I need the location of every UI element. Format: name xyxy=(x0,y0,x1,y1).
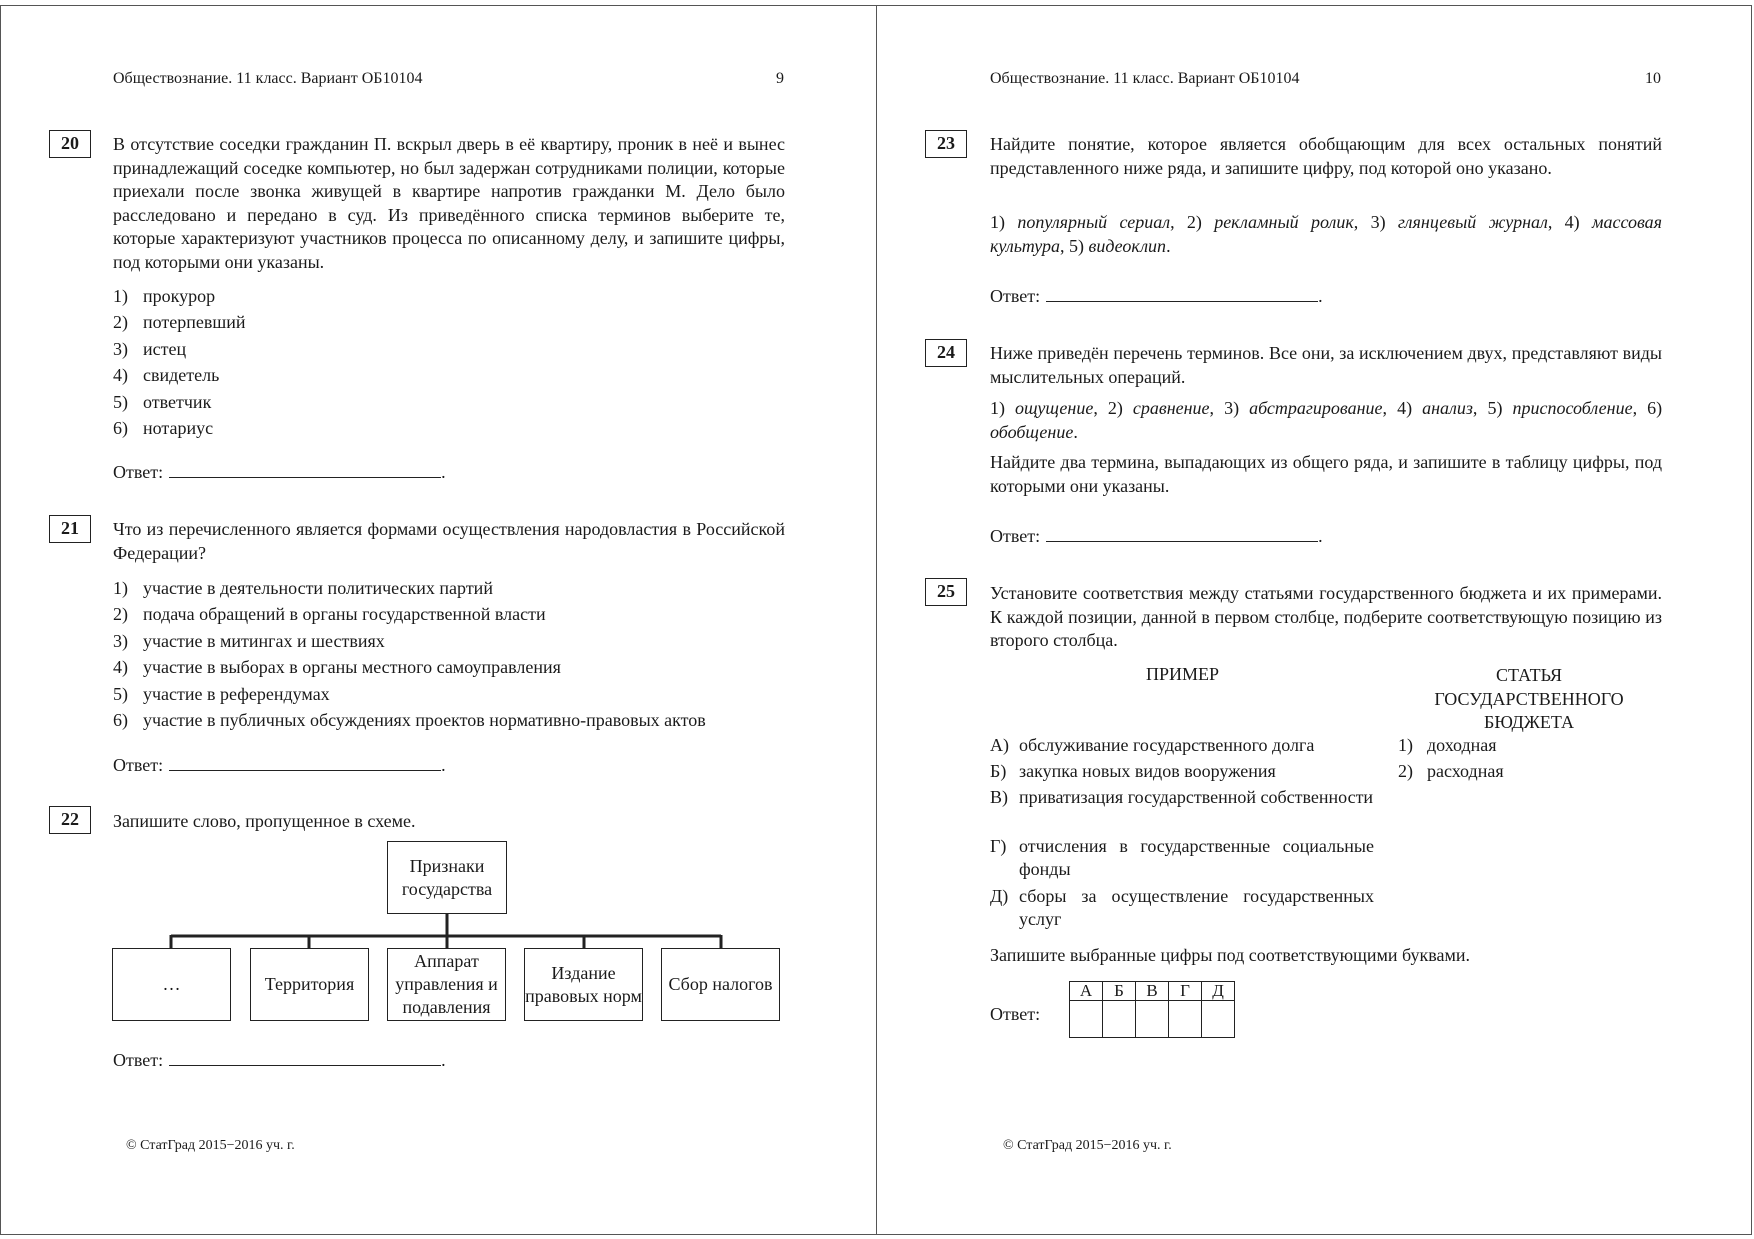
q21-option-number: 4) xyxy=(113,657,128,678)
q20-option-text: ответчик xyxy=(143,391,212,412)
q21-option-text: участие в выборах в органы местного самоуправления xyxy=(143,657,561,678)
q21-option-number: 2) xyxy=(113,604,128,625)
q25-example-a: А) обслуживание государственного долга xyxy=(990,735,1315,755)
q24-instruction: Найдите два термина, выпадающих из общего ряда, и запишите в таблицу цифры, под которыми они указаны. xyxy=(990,452,1662,496)
q25-table-letter-b: Б xyxy=(1103,982,1136,1001)
question-number-24: 24 xyxy=(925,339,967,367)
q20-option-number: 3) xyxy=(113,338,128,359)
q25-table-letter-d: Г xyxy=(1169,982,1202,1001)
q23-answer: Ответ: . xyxy=(990,283,1323,307)
q24-answer: Ответ: . xyxy=(990,523,1323,547)
left-page-number: 9 xyxy=(776,70,784,87)
diagram-item-apparatus: Аппарат управления и подавления xyxy=(387,948,506,1021)
q20-answer: Ответ: . xyxy=(113,459,446,483)
q20-option-text: потерпевший xyxy=(143,312,246,333)
q24-answer-field[interactable] xyxy=(1046,523,1318,542)
series-term: обобщение xyxy=(990,421,1074,442)
series-number: 2) xyxy=(1107,398,1123,418)
diagram-item-lawmaking: Издание правовых норм xyxy=(524,948,643,1021)
q23-series: 1) популярный сериал, 2) рекламный ролик, 3) глянцевый журнал, 4) массовая культура, 5) видеоклип. xyxy=(990,212,1663,256)
right-page-footer: © СтатГрад 2015−2016 уч. г. xyxy=(1003,1138,1172,1153)
q25-text: Установите соответствия между статьями государственного бюджета и их примерами. К каждой позиции, данной в первом столбце, подберите соответствующую позицию из второго столбца. xyxy=(990,583,1662,650)
diagram-item-taxes: Сбор налогов xyxy=(661,948,780,1021)
q20-text: В отсутствие соседки гражданин П. вскрыл дверь в её квартиру, проник в неё и вынес принадлежащий соседке компьютер, но был задержан сотрудниками полиции, которые приехали после звонка живущей в квартире напротив гражданки М. Дело было расследовано и передано в суд. Из приведённого списка терминов выберите те, которые характеризуют участников процесса по описанному делу, и запишите цифры, под которыми они указаны. xyxy=(113,134,785,272)
q25-answer-cell-a[interactable] xyxy=(1070,1001,1103,1038)
q20-option-text: истец xyxy=(143,338,187,359)
diagram-connectors xyxy=(0,0,877,1000)
right-page-header: Обществознание. 11 класс. Вариант ОБ10104 xyxy=(990,70,1300,87)
series-number: 3) xyxy=(1224,398,1240,418)
q21-option-text: участие в митингах и шествиях xyxy=(143,630,385,651)
q20-option-number: 6) xyxy=(113,417,128,438)
q21-option-number: 3) xyxy=(113,630,128,651)
series-term: массовая культура xyxy=(990,212,1663,256)
q20-option-text: свидетель xyxy=(143,365,220,386)
series-term: приспособление xyxy=(1512,398,1633,418)
q24-text: Ниже приведён перечень терминов. Все они, за исключением двух, представляют виды мыслительных операций. xyxy=(990,343,1662,387)
diagram-item-missing: … xyxy=(112,948,231,1021)
series-term: видеоклип xyxy=(1088,235,1167,256)
q25-answer-cell-d[interactable] xyxy=(1169,1001,1202,1038)
series-number: 3) xyxy=(1370,212,1386,232)
left-page-header: Обществознание. 11 класс. Вариант ОБ10104 xyxy=(113,70,423,87)
q21-answer: Ответ: . xyxy=(113,752,446,776)
q20-option-number: 5) xyxy=(113,391,128,412)
q22-text: Запишите слово, пропущенное в схеме. xyxy=(113,811,416,831)
series-number: 2) xyxy=(1186,212,1202,232)
q20-option-number: 2) xyxy=(113,312,128,333)
q22-answer-field[interactable] xyxy=(169,1047,441,1066)
q25-table-letter-e: Д xyxy=(1202,982,1235,1001)
question-number-22: 22 xyxy=(49,806,91,834)
q21-option-number: 6) xyxy=(113,709,128,730)
series-term: рекламный ролик xyxy=(1214,212,1354,232)
series-term: анализ xyxy=(1422,398,1473,418)
right-page-number: 10 xyxy=(1645,70,1661,87)
q25-col2-header: СТАТЬЯ ГОСУДАРСТВЕННОГО БЮДЖЕТА xyxy=(1434,665,1624,732)
series-term: популярный сериал xyxy=(1017,212,1171,232)
series-number: 1) xyxy=(990,398,1005,418)
q25-answer-table xyxy=(1069,981,1235,1038)
q25-answer-cell-c[interactable] xyxy=(1136,1001,1169,1038)
q25-article-2: 2) расходная xyxy=(1398,761,1504,781)
q25-example-e: Д) сборы за осуществление государственных услуг xyxy=(990,886,1374,929)
diagram-top-box: Признаки государства xyxy=(387,841,507,914)
series-number: 5) xyxy=(1069,235,1085,256)
q25-answer-cell-b[interactable] xyxy=(1103,1001,1136,1038)
q25-col1-header: ПРИМЕР xyxy=(1146,664,1220,684)
q21-option-text: подача обращений в органы государственной власти xyxy=(143,604,546,625)
q21-option-number: 5) xyxy=(113,683,128,704)
q25-answer-label: Ответ: xyxy=(990,1004,1041,1024)
q21-option-number: 1) xyxy=(113,578,128,598)
q23-answer-field[interactable] xyxy=(1046,283,1318,302)
series-number: 4) xyxy=(1564,212,1580,232)
diagram-item-territory: Территория xyxy=(250,948,369,1021)
series-number: 6) xyxy=(1647,398,1663,418)
q20-option-text: нотариус xyxy=(143,417,214,438)
question-number-23: 23 xyxy=(925,130,967,158)
q20-option-number: 4) xyxy=(113,365,128,386)
q23-text: Найдите понятие, которое является обобщающим для всех остальных понятий представленного ниже ряда, и запишите цифру, под которой оно указано. xyxy=(990,134,1662,178)
q25-instruction: Запишите выбранные цифры под соответствующими буквами. xyxy=(990,945,1471,965)
q25-article-1: 1) доходная xyxy=(1398,735,1497,755)
q25-example-b: Б) закупка новых видов вооружения xyxy=(990,761,1276,781)
series-term: ощущение xyxy=(1015,398,1094,418)
series-number: 5) xyxy=(1487,398,1503,418)
q25-table-letter-a: А xyxy=(1070,982,1103,1001)
q21-option-text: участие в референдумах xyxy=(143,683,330,704)
question-number-20: 20 xyxy=(49,130,91,158)
q25-answer-cell-e[interactable] xyxy=(1202,1001,1235,1038)
q20-option-number: 1) xyxy=(113,286,128,306)
series-number: 1) xyxy=(990,212,1005,232)
question-number-25: 25 xyxy=(925,578,967,606)
q21-option-text: участие в публичных обсуждениях проектов нормативно-правовых актов xyxy=(143,709,706,730)
q25-example-c: В) приватизация государственной собственности xyxy=(990,787,1374,807)
left-page-footer: © СтатГрад 2015−2016 уч. г. xyxy=(126,1138,295,1153)
q24-series: 1) ощущение, 2) сравнение, 3) абстрагирование, 4) анализ, 5) приспособление, 6) обобщение. xyxy=(990,398,1663,442)
q22-answer: Ответ: . xyxy=(113,1047,446,1071)
q25-example-d: Г) отчисления в государственные социальные фонды xyxy=(990,836,1374,879)
series-number: 4) xyxy=(1397,398,1413,418)
q25-table-letter-c: В xyxy=(1136,982,1169,1001)
q21-option-text: участие в деятельности политических партий xyxy=(143,578,493,598)
series-term: сравнение xyxy=(1132,398,1210,418)
q21-text: Что из перечисленного является формами осуществления народовластия в Российской Федерации? xyxy=(113,519,785,563)
series-term: глянцевый журнал xyxy=(1397,212,1548,232)
series-term: абстрагирование xyxy=(1249,398,1383,418)
question-number-21: 21 xyxy=(49,515,91,543)
q20-option-text: прокурор xyxy=(143,286,216,306)
